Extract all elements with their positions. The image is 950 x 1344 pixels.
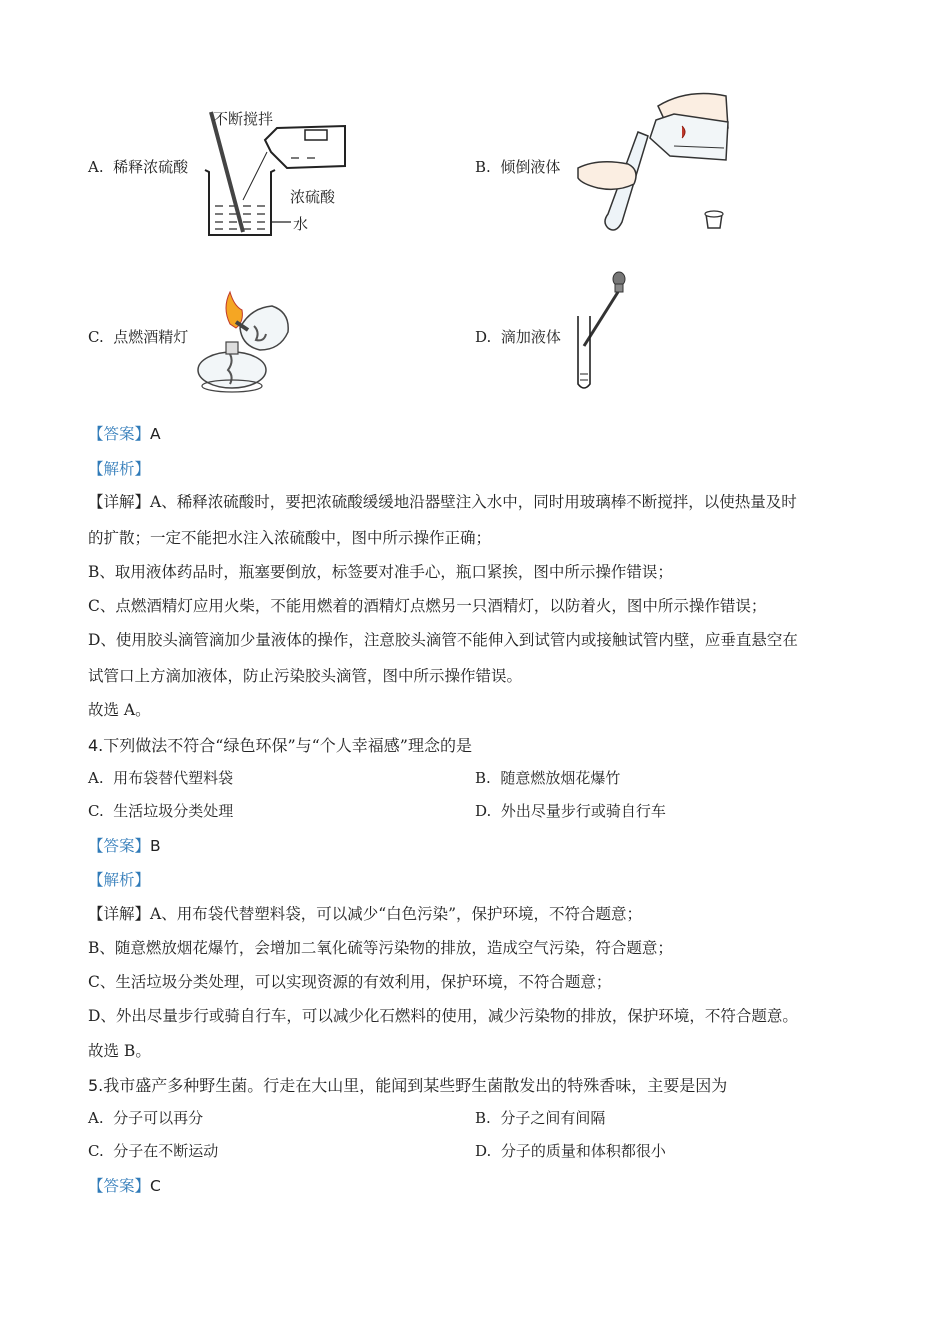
option-text: 倾倒液体 <box>500 158 561 176</box>
option-letter: D. <box>475 328 492 346</box>
option-text: 点燃酒精灯 <box>113 328 189 346</box>
q3-conclusion: 故选 A。 <box>88 701 151 719</box>
figure-alcohol-lamp <box>190 288 300 398</box>
q4-option-a <box>88 767 233 788</box>
option-text: 稀释浓硫酸 <box>113 158 189 176</box>
q3-option-b <box>475 156 560 177</box>
q3-answer <box>88 422 161 444</box>
option-text: 分子之间有间隔 <box>500 1109 606 1127</box>
option-text: 分子在不断运动 <box>113 1142 219 1160</box>
option-letter: D. <box>475 1142 492 1160</box>
q5-option-c <box>88 1140 218 1161</box>
q4-option-d <box>475 800 666 821</box>
detail-text: A、用布袋代替塑料袋，可以减少“白色污染”，保护环境，不符合题意； <box>150 905 643 923</box>
q5-option-d <box>475 1140 666 1161</box>
option-letter: A. <box>88 158 104 176</box>
option-text: 生活垃圾分类处理 <box>113 802 234 820</box>
question-text: 下列做法不符合“绿色环保”与“个人幸福感”理念的是 <box>103 736 472 755</box>
option-text: 分子可以再分 <box>113 1109 204 1127</box>
q5-option-b <box>475 1107 605 1128</box>
q3-option-c <box>88 326 188 347</box>
answer-tag: 【答案】 <box>88 425 151 443</box>
q4-analysis-tag: 【解析】 <box>88 871 151 889</box>
option-letter: A. <box>88 1109 104 1127</box>
q4-detail-line: B、随意燃放烟花爆竹，会增加二氧化硫等污染物的排放，造成空气污染，符合题意； <box>88 939 673 957</box>
option-text: 分子的质量和体积都很小 <box>500 1142 666 1160</box>
option-letter: D. <box>475 802 492 820</box>
option-letter: C. <box>88 1142 104 1160</box>
q4-option-c <box>88 800 233 821</box>
q3-detail-line: B、取用液体药品时，瓶塞要倒放，标签要对准手心，瓶口紧挨，图中所示操作错误； <box>88 563 673 581</box>
option-letter: B. <box>475 158 491 176</box>
answer-value: B <box>150 837 161 855</box>
q3-detail-line: 的扩散；一定不能把水注入浓硫酸中，图中所示操作正确； <box>88 529 492 547</box>
detail-tag: 【详解】 <box>88 905 151 923</box>
q4-detail-line: D、外出尽量步行或骑自行车，可以减少化石燃料的使用，减少污染物的排放，保护环境，不符合题意。 <box>88 1007 798 1025</box>
q5-option-a <box>88 1107 203 1128</box>
q4-stem <box>88 733 472 756</box>
q3-option-a <box>88 156 188 177</box>
q3-option-d <box>475 326 561 347</box>
option-letter: C. <box>88 328 104 346</box>
detail-text: A、稀释浓硫酸时，要把浓硫酸缓缓地沿器壁注入水中，同时用玻璃棒不断搅拌，以使热量及时 <box>150 493 797 511</box>
q5-stem <box>88 1073 727 1096</box>
option-text: 滴加液体 <box>500 328 561 346</box>
label-stir: 不断搅拌 <box>213 110 274 128</box>
question-number: 5. <box>88 1076 104 1095</box>
answer-tag: 【答案】 <box>88 1177 151 1195</box>
option-letter: B. <box>475 769 491 787</box>
q4-answer <box>88 834 161 856</box>
q3-detail-line: C、点燃酒精灯应用火柴，不能用燃着的酒精灯点燃另一只酒精灯，以防着火，图中所示操作错误； <box>88 597 767 615</box>
answer-tag: 【答案】 <box>88 837 151 855</box>
figure-pour-liquid <box>578 88 738 238</box>
q5-answer <box>88 1174 161 1196</box>
answer-value: A <box>150 425 161 443</box>
option-letter: B. <box>475 1109 491 1127</box>
option-text: 随意燃放烟花爆竹 <box>500 769 621 787</box>
q4-detail-line <box>88 902 642 924</box>
q3-detail-line: D、使用胶头滴管滴加少量液体的操作，注意胶头滴管不能伸入到试管内或接触试管内壁，应垂直悬空在 <box>88 631 798 649</box>
option-text: 外出尽量步行或骑自行车 <box>500 802 666 820</box>
q4-detail-line: C、生活垃圾分类处理，可以实现资源的有效利用，保护环境，不符合题意； <box>88 973 612 991</box>
detail-tag: 【详解】 <box>88 493 151 511</box>
label-acid: 浓硫酸 <box>290 188 336 206</box>
q3-detail-line <box>88 490 797 512</box>
label-water: 水 <box>293 215 309 233</box>
question-text: 我市盛产多种野生菌。行走在大山里，能闻到某些野生菌散发出的特殊香味，主要是因为 <box>103 1076 728 1095</box>
q4-option-b <box>475 767 620 788</box>
figure-dropper <box>570 270 640 395</box>
question-number: 4. <box>88 736 104 755</box>
option-letter: C. <box>88 802 104 820</box>
option-letter: A. <box>88 769 104 787</box>
q4-conclusion: 故选 B。 <box>88 1042 151 1060</box>
q3-analysis-tag: 【解析】 <box>88 460 151 478</box>
q3-detail-line: 试管口上方滴加液体，防止污染胶头滴管，图中所示操作错误。 <box>88 667 523 685</box>
option-text: 用布袋替代塑料袋 <box>113 769 234 787</box>
answer-value: C <box>150 1177 161 1195</box>
